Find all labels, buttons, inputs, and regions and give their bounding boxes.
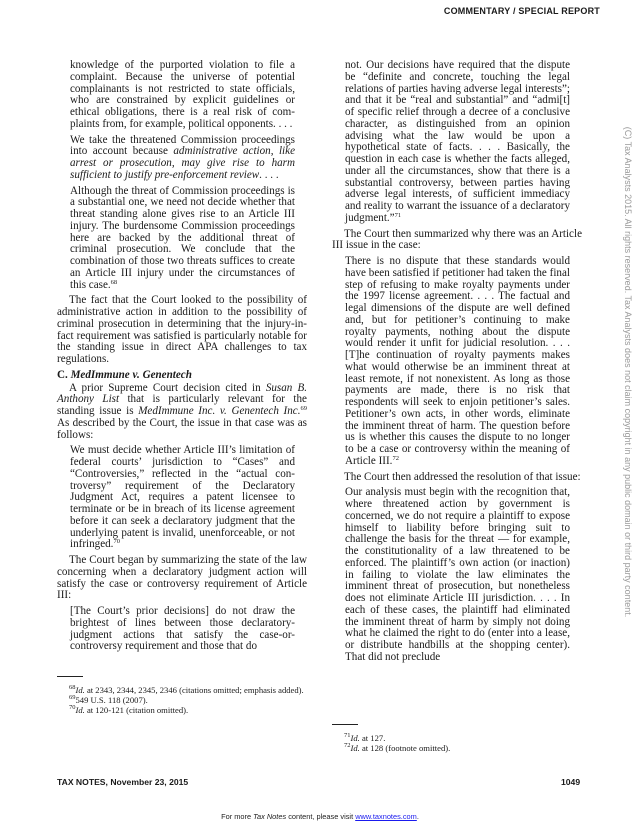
paragraph [332,472,582,484]
block-quote [345,256,570,468]
text-run: at 128 (footnote omitted). [359,743,451,753]
text-run: knowledge of the purported violation to file a complaint. Because the universe of potential complainants is not restricted to state officials, who are constrained by explicit guidelines or ethical obligations, there is a real risk of complaints from, for example, political opponents. . . . [70,59,295,130]
text-run: Our analysis must begin with the recognition that, where threatened action by government is concerned, we do not require a plaintiff to expose himself to liability before bringing suit to challenge the basis for the threat — for example, the constitutionality of a law threatened to be enforced. The plaintiff’s own action (or inaction) in failing to violate the law eliminates the imminent threat of prosecution, but nonetheless does not eliminate Article III jurisdiction. . . . In each of these cases, the plaintiff had eliminated the imminent threat of harm by simply not doing what he claimed the right to do (enter into a lease, or distribute handbills at the shopping center). That did not preclude [345,486,570,663]
text-run: [The Court’s prior decisions] do not draw the brightest of lines between those declaratory-judgment actions that satisfy the case-or-controversy requirement and those that do [70,605,295,653]
footnote [57,685,307,695]
more-middle: content, please visit [286,812,356,821]
block-quote [70,135,295,182]
running-header: COMMENTARY / SPECIAL REPORT [443,6,600,16]
text-run: Id. [75,685,85,695]
footnote-number: 69 [69,694,76,701]
footnotes-left [57,685,307,715]
text-run: A prior Supreme Court decision cited in [69,381,266,394]
block-quote [70,606,295,653]
footnote-ref: 68 [110,278,118,286]
text-run: Although the threat of Commission proceedings is a substantial one, we need not decide whether that threat standing alone gives rise to an Article III injury. The burdensome Commission proceedings here are backed by the additional threat of criminal prosecution. We conclude that the combination of those two threats suffices to create an Article III injury under the circumstances of this case. [70,184,295,291]
footnote [332,733,582,743]
text-run: The Court then addressed the resolution of that issue: [344,470,581,483]
paragraph [57,295,307,366]
text-run: 549 U.S. 118 (2007). [75,695,148,705]
text-run: As described by the Court, the issue in that case was as follows: [57,416,307,441]
section-heading [57,370,307,382]
text-run: The Court began by summarizing the state of the law concerning when a declaratory judgment action will satisfy the case or controversy requirement of Article III: [57,554,307,602]
block-quote [70,186,295,292]
text-run: . . . . [259,168,279,181]
more-prefix: For more [221,812,254,821]
text-run: not. Our decisions have required that the dispute be “definite and concrete, touching the legal relations of parties having adverse legal interests”; and that it be “real and substantial” and “admi[t] of specific relief through a decree of a conclusive character, as distinguished from an opinion advising what the law would be upon a hypothetical state of facts. . . . Basically, the question in each case is whether the facts alleged, under all the circumstances, show that there is a substantial controversy, between parties having adverse legal interests, of sufficient immediacy and reality to warrant the issuance of a declaratory judgment.” [345,59,570,224]
text-run: administrative action, like arrest or prosecution, may give rise to harm sufficient to justify pre-enforcement review [70,145,295,181]
paragraph [57,383,307,442]
text-run: at 120-121 (citation omitted). [84,705,189,715]
block-quote [70,60,295,131]
block-quote [70,445,295,551]
footnote-ref: 70 [113,538,120,546]
right-column [332,60,582,668]
footnotes-right [332,733,582,753]
text-run: We take the threatened Commission proceedings into account because [70,133,295,158]
footnote-number: 72 [344,742,351,749]
taxnotes-link[interactable]: www.taxnotes.com [355,812,417,821]
block-quote [345,60,570,225]
copyright-watermark: (C) Tax Analysts 2015. All rights reserved. Tax Analysts does not claim copyright in any public domain or third party content. [623,126,633,618]
text-run: The fact that the Court looked to the possibility of administrative action in addition to the possibility of criminal prosecution in determining that the injury-in-fact requirement was satisfied is particularly notable for the standing issue in direct APA challenges to tax regulations. [57,294,307,365]
footnote-number: 70 [69,704,76,711]
left-column [57,60,307,657]
text-run: Id. [350,733,360,743]
footnote-number: 71 [344,732,351,739]
page-number: 1049 [561,777,581,787]
more-suffix: . [416,812,419,821]
text-run: MedImmune v. Genentech [70,368,192,381]
footnote-ref: 69 [300,405,307,412]
more-content-line [0,812,640,821]
footnote [57,695,307,705]
text-run: Susan B. Anthony List [57,381,308,406]
footnote-number: 68 [69,684,76,691]
footer-publication: TAX NOTES, November 23, 2015 [57,777,189,787]
text-run: The Court then summarized why there was an Article III issue in the case: [332,227,582,252]
text-run: Id. [350,743,360,753]
text-run: Id. [75,705,85,715]
text-run: at 2343, 2344, 2345, 2346 (citations omitted; emphasis added). [84,685,304,695]
text-run: There is no dispute that these standards would have been satisfied if petitioner had taken the final step of refusing to make royalty payments under the 1997 license agreement. . . . The factual and legal dimensions of the dispute are well defined and, but for petitioner’s continuing to make royalty payments, nothing about the dispute would render it unfit for judicial resolution. . . . [T]he continuation of royalty payments makes what would otherwise be an imminent threat at least remote, if not nonexistent. As long as those payments are made, there is no risk that respondents will seek to enjoin petitioner’s sales. Petitioner’s own acts, in other words, eliminate the imminent threat of harm. The question before us is whether this causes the dispute to no longer to be a case or controversy within the meaning of Article III. [345,255,570,467]
text-run: C. [57,368,71,381]
text-run: at 127. [359,733,386,743]
footnote-rule [332,724,358,725]
footnote [57,705,307,715]
more-italic: Tax Notes [253,812,287,821]
paragraph [57,555,307,602]
paragraph [332,229,582,253]
footnote [332,743,582,753]
text-run: We must decide whether Article III’s limitation of federal courts’ jurisdiction to “Cases” and “Controversies,” reflected in the “actual controversy” requirement of the Declaratory Judgment Act, requires a patent licensee to terminate or be in breach of its license agreement before it can seek a declaratory judgment that the underlying patent is invalid, unenforceable, or not infringed. [70,444,295,551]
footnote-rule [57,676,83,677]
text-run: that is particularly relevant for the standing issue is [57,393,307,417]
footnote-ref: 72 [392,454,399,462]
block-quote [345,487,570,663]
text-run: MedImmune Inc. v. Genentech Inc. [138,405,301,417]
footnote-ref: 71 [394,211,402,219]
